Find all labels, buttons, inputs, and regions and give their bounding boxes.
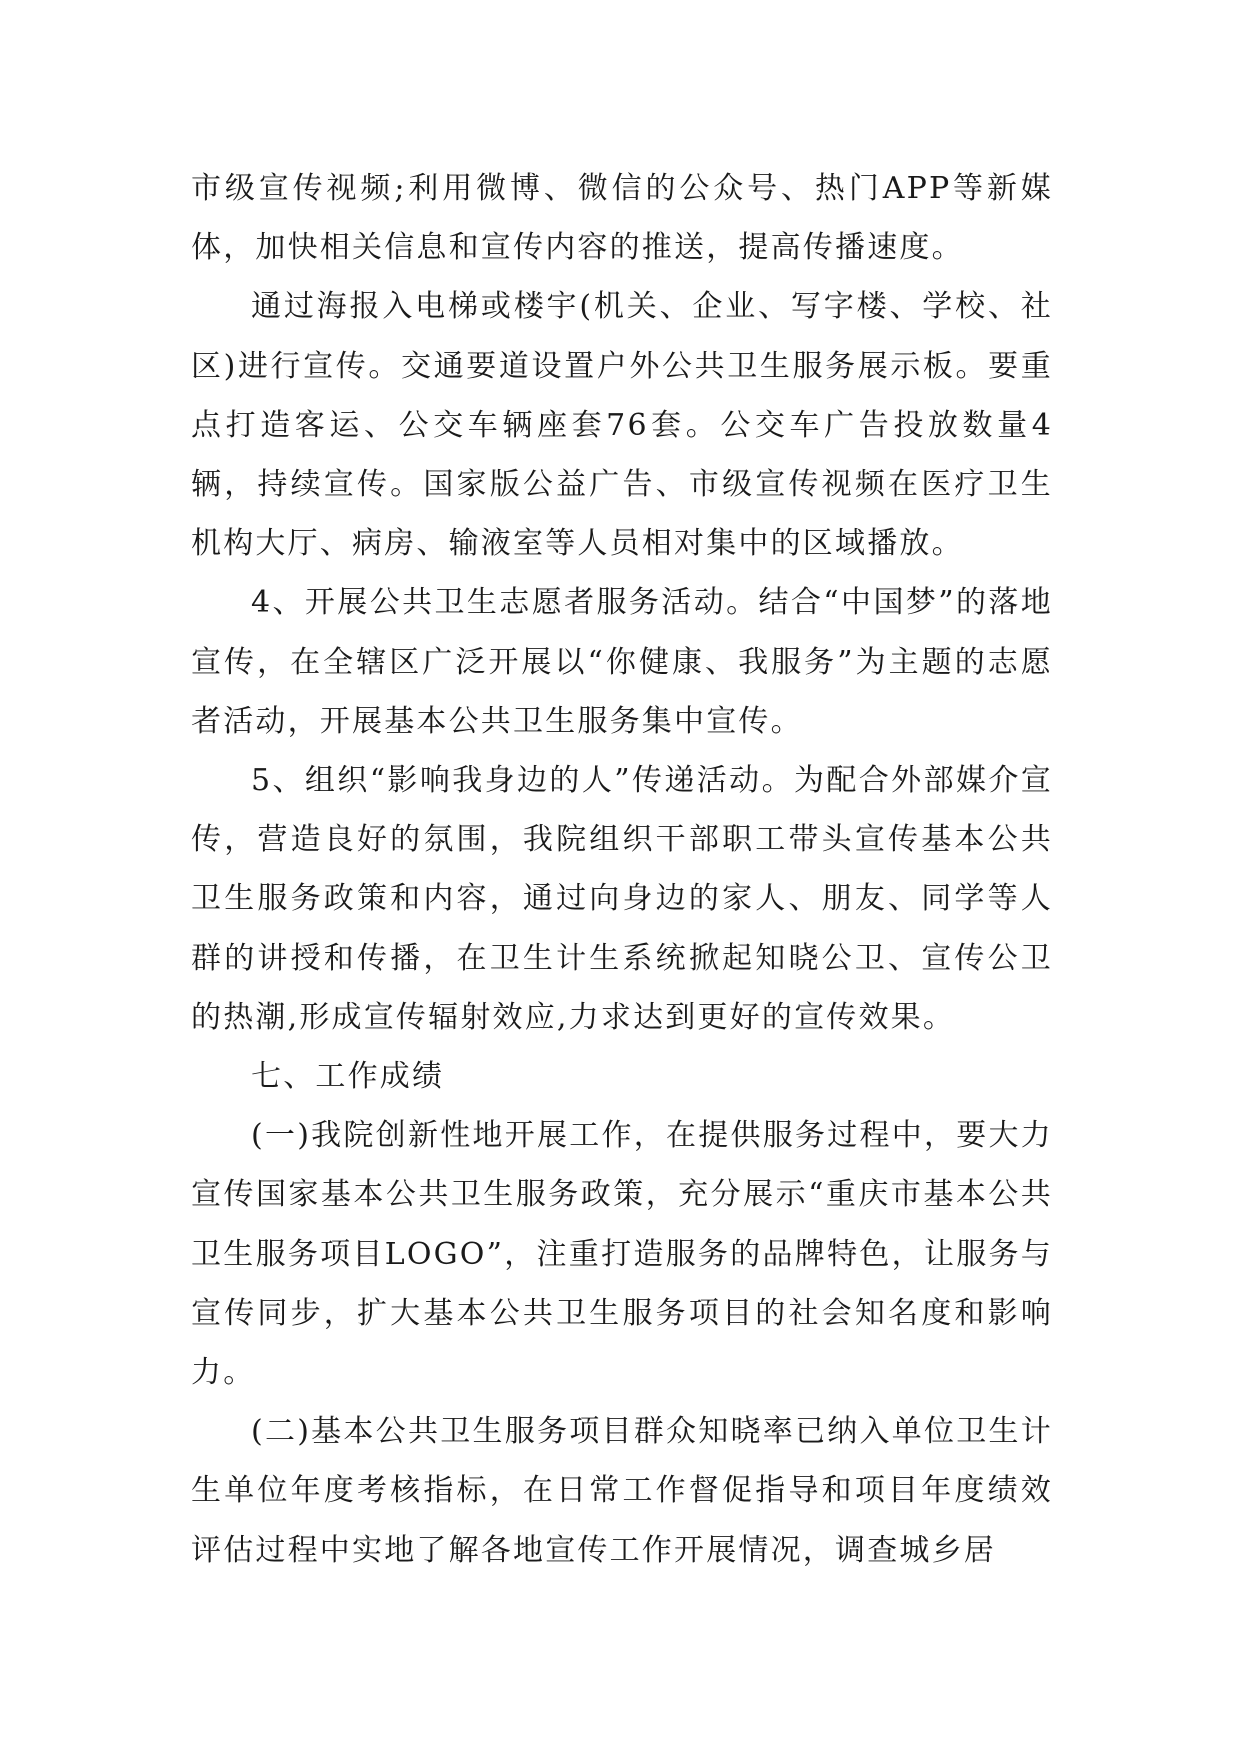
paragraph-poster-promotion: 通过海报入电梯或楼宇(机关、企业、写字楼、学校、社区)进行宣传。交通要道设置户外公共卫生服务展示板。要重点打造客运、公交车辆座套76套。公交车广告投放数量4辆，持续宣传。国家版公益广告、市级宣传视频在医疗卫生机构大厅、病房、输液室等人员相对集中的区域播放。 xyxy=(191,289,1053,562)
paragraph-influence-activity: 5、组织“影响我身边的人”传递活动。为配合外部媒介宣传，营造良好的氛围，我院组织干部职工带头宣传基本公共卫生服务政策和内容，通过向身边的家人、朋友、同学等人群的讲授和传播，在卫生计生系统掀起知晓公卫、宣传公卫的热潮,形成宣传辐射效应,力求达到更好的宣传效果。 xyxy=(191,763,1053,1035)
paragraph-media-promotion: 市级宣传视频;利用微博、微信的公众号、热门APP等新媒体，加快相关信息和宣传内容的推送，提高传播速度。 xyxy=(191,171,1053,266)
section-heading-achievements: 七、工作成绩 xyxy=(251,1059,445,1095)
paragraph-achievement-one: (一)我院创新性地开展工作，在提供服务过程中，要大力宣传国家基本公共卫生服务政策，充分展示“重庆市基本公共卫生服务项目LOGO”，注重打造服务的品牌特色，让服务与宣传同步，扩大基本公共卫生服务项目的社会知名度和影响力。 xyxy=(191,1118,1053,1391)
paragraph-volunteer-activity: 4、开展公共卫生志愿者服务活动。结合“中国梦”的落地宣传，在全辖区广泛开展以“你健康、我服务”为主题的志愿者活动，开展基本公共卫生服务集中宣传。 xyxy=(191,585,1053,739)
document-body xyxy=(191,159,1053,1580)
paragraph-achievement-two: (二)基本公共卫生服务项目群众知晓率已纳入单位卫生计生单位年度考核指标，在日常工作督促指导和项目年度绩效评估过程中实地了解各地宣传工作开展情况，调查城乡居 xyxy=(191,1414,1053,1568)
